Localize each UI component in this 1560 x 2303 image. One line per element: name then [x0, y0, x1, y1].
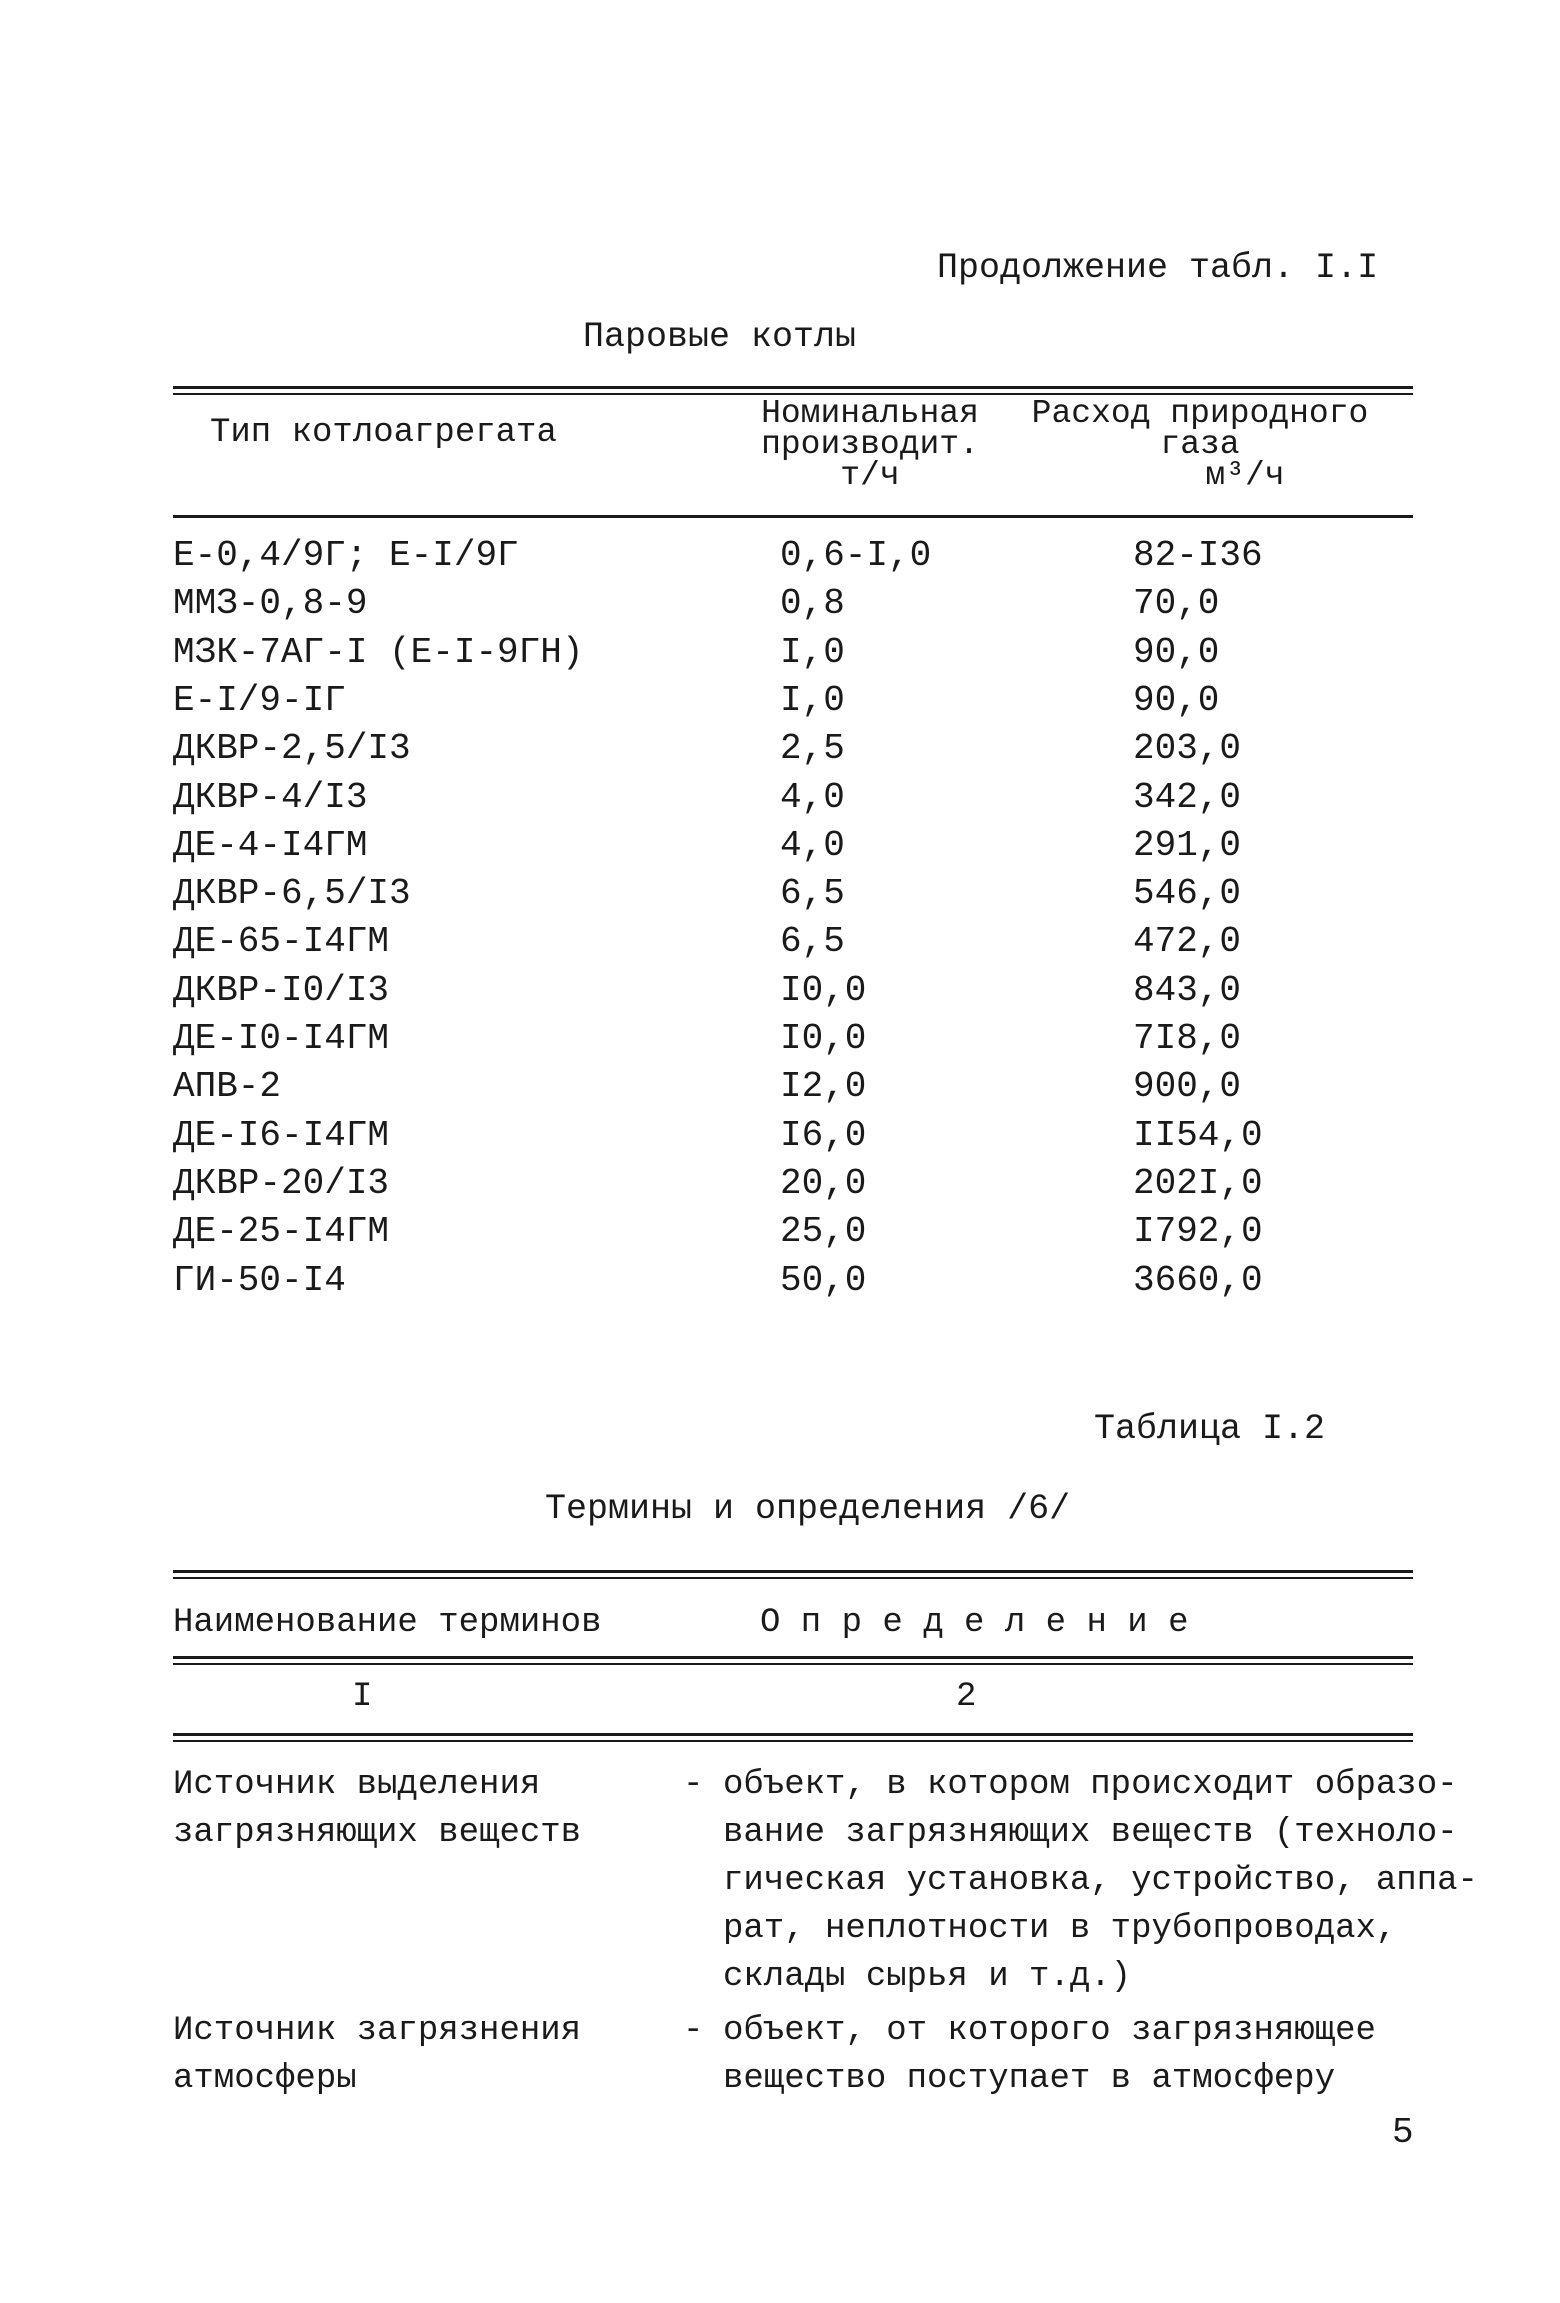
term-2-definition: объект, от которого загрязняющее вещество поступает в атмосферу [723, 2012, 1376, 2098]
table-row [0, 970, 1560, 1018]
cell-boiler-type: ДЕ-I6-I4ГМ [173, 1115, 390, 1156]
table-row [0, 825, 1560, 873]
table-row [0, 632, 1560, 680]
term-1-name: Источник выделения загрязняющих веществ [173, 1766, 582, 1852]
cell-boiler-type: ДКВР-I0/I3 [173, 970, 390, 1011]
cell-capacity: I,0 [780, 632, 845, 673]
continuation-label: Продолжение табл. I.I [937, 248, 1379, 288]
header-nominal-line2: производит. [761, 426, 979, 463]
cell-capacity: I2,0 [780, 1066, 867, 1107]
term-1-definition: объект, в котором происходит образо- вание загрязняющих веществ (техноло- гическая установка, устройство, аппа- рат, неплотности в трубопроводах, склады сырья и т.д.) [723, 1766, 1478, 1996]
cell-boiler-type: ДКВР-2,5/I3 [173, 728, 411, 769]
cell-capacity: 4,0 [780, 825, 845, 866]
cell-gas-flow: II54,0 [1133, 1115, 1263, 1156]
header-gas-line2: газа [1160, 426, 1240, 463]
cell-gas-flow: 342,0 [1133, 777, 1242, 818]
cell-boiler-type: Е-0,4/9Г; Е-I/9Г [173, 535, 519, 576]
table-row [0, 1066, 1560, 1114]
table-row [0, 1211, 1560, 1259]
cell-gas-flow: 3660,0 [1133, 1260, 1263, 1301]
cell-boiler-type: МЗК-7АГ-I (Е-I-9ГН) [173, 632, 584, 673]
cell-capacity: 25,0 [780, 1211, 867, 1252]
cell-boiler-type: ДКВР-20/I3 [173, 1163, 390, 1204]
header-nominal-line1: Номинальная [761, 395, 979, 432]
table-row [0, 583, 1560, 631]
cell-gas-flow: 70,0 [1133, 583, 1220, 624]
table2-top-rule [173, 1570, 1413, 1573]
table-row [0, 873, 1560, 921]
table2-numbers-rule-inner [173, 1740, 1413, 1742]
table-row [0, 1163, 1560, 1211]
header-gas-line1: Расход природного [1031, 395, 1369, 432]
cell-capacity: 0,6-I,0 [780, 535, 932, 576]
cell-capacity: I0,0 [780, 970, 867, 1011]
cell-boiler-type: ДЕ-25-I4ГМ [173, 1211, 390, 1252]
cell-gas-flow: 843,0 [1133, 970, 1242, 1011]
cell-gas-flow: 90,0 [1133, 632, 1220, 673]
cell-gas-flow: I792,0 [1133, 1211, 1263, 1252]
table2-caption: Термины и определения /6/ [545, 1489, 1071, 1529]
table1-header-rule [173, 515, 1413, 518]
cell-gas-flow: 82-I36 [1133, 535, 1263, 576]
table2-colnum-2: 2 [956, 1678, 977, 1716]
cell-boiler-type: ДЕ-4-I4ГМ [173, 825, 368, 866]
cell-capacity: 2,5 [780, 728, 845, 769]
cell-capacity: 20,0 [780, 1163, 867, 1204]
cell-gas-flow: 546,0 [1133, 873, 1242, 914]
term-2-dash: - [683, 2012, 704, 2050]
term-1-dash: - [683, 1766, 704, 1804]
cell-capacity: 50,0 [780, 1260, 867, 1301]
cell-gas-flow: 291,0 [1133, 825, 1242, 866]
table1-header-nominal [735, 395, 1005, 494]
page-number: 5 [1392, 2112, 1414, 2153]
cell-capacity: I,0 [780, 680, 845, 721]
table2-label: Таблица I.2 [1094, 1409, 1326, 1449]
cell-boiler-type: ДЕ-65-I4ГМ [173, 921, 390, 962]
table-row [0, 535, 1560, 583]
table2-header-rule [173, 1656, 1413, 1659]
cell-gas-flow: 7I8,0 [1133, 1018, 1242, 1059]
header-gas-unit: м³/ч [1205, 457, 1285, 494]
term-2-name: Источник загрязнения атмосферы [173, 2012, 582, 2098]
table-row [0, 777, 1560, 825]
table1-caption: Паровые котлы [583, 317, 857, 357]
cell-boiler-type: ДКВР-4/I3 [173, 777, 368, 818]
cell-gas-flow: 472,0 [1133, 921, 1242, 962]
cell-capacity: I0,0 [780, 1018, 867, 1059]
header-nominal-unit: т/ч [840, 457, 900, 494]
table2-top-rule-inner [173, 1577, 1413, 1579]
table1-header-gas [1020, 395, 1380, 494]
cell-boiler-type: ДКВР-6,5/I3 [173, 873, 411, 914]
cell-boiler-type: ГИ-50-I4 [173, 1260, 346, 1301]
table-row [0, 680, 1560, 728]
cell-gas-flow: 203,0 [1133, 728, 1242, 769]
cell-gas-flow: 202I,0 [1133, 1163, 1263, 1204]
cell-boiler-type: ДЕ-I0-I4ГМ [173, 1018, 390, 1059]
table1-header-type: Тип котлоагрегата [210, 414, 557, 452]
table-row [0, 921, 1560, 969]
table-row [0, 1115, 1560, 1163]
table1-top-rule [173, 386, 1413, 389]
cell-capacity: I6,0 [780, 1115, 867, 1156]
table2-numbers-rule [173, 1733, 1413, 1736]
table2-header-definition: О п р е д е л е н и е [760, 1604, 1189, 1642]
table2-header-rule-inner [173, 1663, 1413, 1665]
cell-capacity: 0,8 [780, 583, 845, 624]
cell-boiler-type: ММЗ-0,8-9 [173, 583, 368, 624]
table2-header-term: Наименование терминов [173, 1604, 602, 1642]
table-row [0, 1260, 1560, 1308]
table-row [0, 1018, 1560, 1066]
cell-capacity: 4,0 [780, 777, 845, 818]
table-row [0, 728, 1560, 776]
cell-gas-flow: 900,0 [1133, 1066, 1242, 1107]
cell-capacity: 6,5 [780, 921, 845, 962]
table2-colnum-1: I [352, 1678, 373, 1716]
cell-boiler-type: Е-I/9-IГ [173, 680, 346, 721]
cell-gas-flow: 90,0 [1133, 680, 1220, 721]
cell-boiler-type: АПВ-2 [173, 1066, 282, 1107]
cell-capacity: 6,5 [780, 873, 845, 914]
